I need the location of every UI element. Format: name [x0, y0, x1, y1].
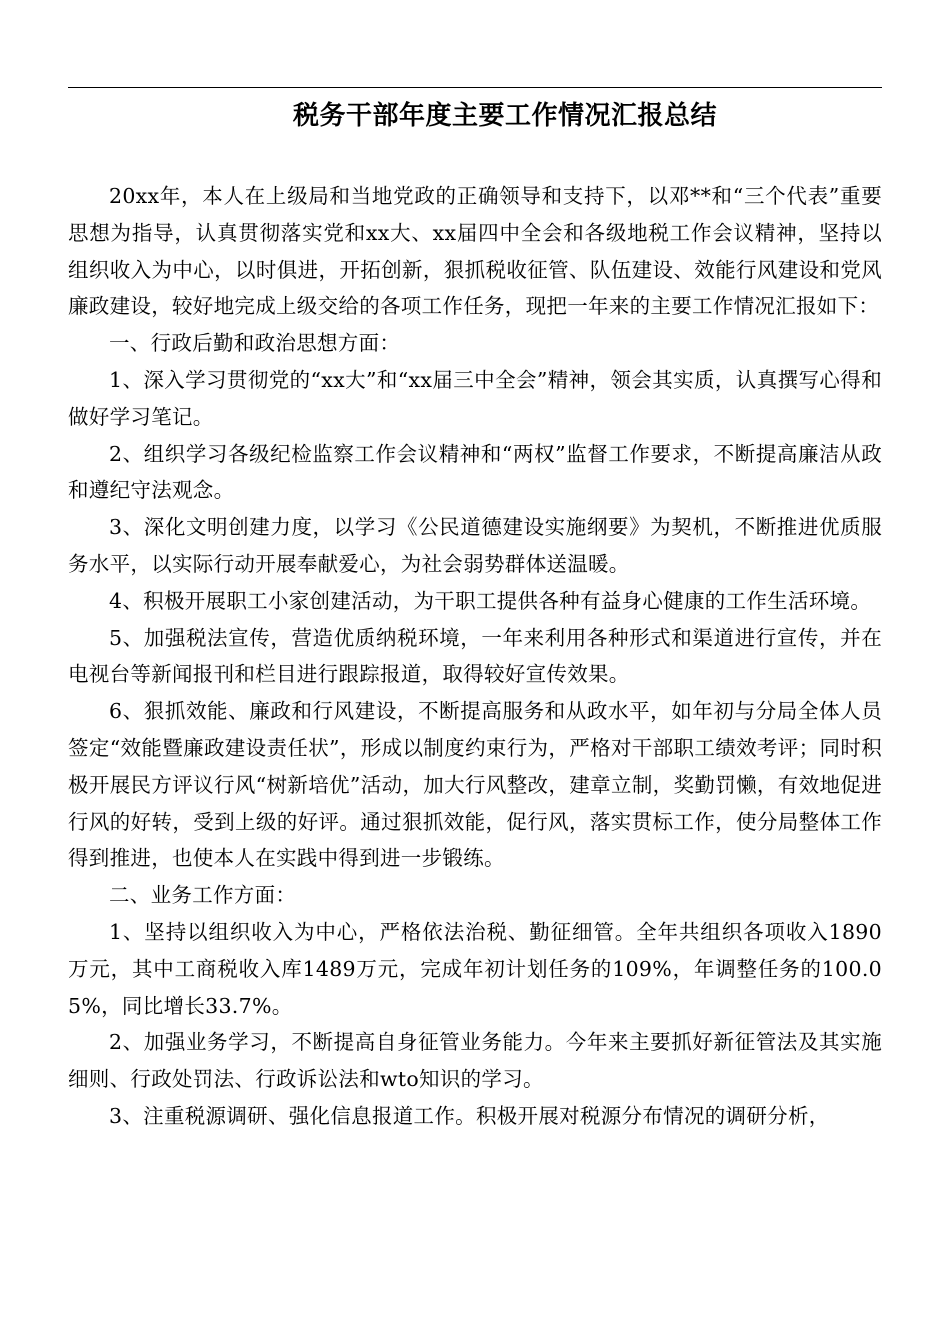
paragraph: 5、加强税法宣传，营造优质纳税环境，一年来利用各种形式和渠道进行宣传，并在电视台等新闻报刊和栏目进行跟踪报道，取得较好宣传效果。: [68, 625, 882, 687]
paragraph: 1、坚持以组织收入为中心，严格依法治税、勤征细管。全年共组织各项收入1890万元，其中工商税收入库1489万元，完成年初计划任务的109%，年调整任务的100.05%，同比增长33.7%。: [68, 919, 882, 1018]
paragraph: 4、积极开展职工小家创建活动，为干职工提供各种有益身心健康的工作生活环境。: [109, 588, 872, 613]
paragraph: 6、狠抓效能、廉政和行风建设，不断提高服务和从政水平，如年初与分局全体人员签定“效能暨廉政建设责任状”，形成以制度约束行为，严格对干部职工绩效考评；同时积极开展民方评议行风“树新培优”活动，加大行风整改，建章立制，奖勤罚懒，有效地促进行风的好转，受到上级的好评。通过狠抓效能，促行风，落实贯标工作，使分局整体工作得到推进，也使本人在实践中得到进一步锻练。: [68, 699, 882, 871]
document-body: [68, 178, 882, 1135]
paragraph: 一、行政后勤和政治思想方面：: [109, 331, 401, 356]
paragraph: 二、业务工作方面：: [109, 883, 297, 908]
paragraph: 1、深入学习贯彻党的“xx大”和“xx届三中全会”精神，领会其实质，认真撰写心得和做好学习笔记。: [68, 367, 882, 429]
paragraph: 3、注重税源调研、强化信息报道工作。积极开展对税源分布情况的调研分析，: [109, 1103, 830, 1128]
paragraph: 20xx年，本人在上级局和当地党政的正确领导和支持下，以邓**和“三个代表”重要思想为指导，认真贯彻落实党和xx大、xx届四中全会和各级地税工作会议精神，坚持以组织收入为中心，以时俱进，开拓创新，狠抓税收征管、队伍建设、效能行风建设和党风廉政建设，较好地完成上级交给的各项工作任务，现把一年来的主要工作情况汇报如下：: [68, 184, 882, 319]
document-title: 税务干部年度主要工作情况汇报总结: [292, 101, 717, 131]
paragraph: 2、组织学习各级纪检监察工作会议精神和“两权”监督工作要求，不断提高廉洁从政和遵纪守法观念。: [68, 441, 882, 503]
paragraph: 2、加强业务学习，不断提高自身征管业务能力。今年来主要抓好新征管法及其实施细则、行政处罚法、行政诉讼法和wto知识的学习。: [68, 1030, 882, 1092]
paragraph: 3、深化文明创建力度，以学习《公民道德建设实施纲要》为契机，不断推进优质服务水平，以实际行动开展奉献爱心，为社会弱势群体送温暖。: [68, 515, 882, 576]
header-rule: [68, 87, 882, 88]
